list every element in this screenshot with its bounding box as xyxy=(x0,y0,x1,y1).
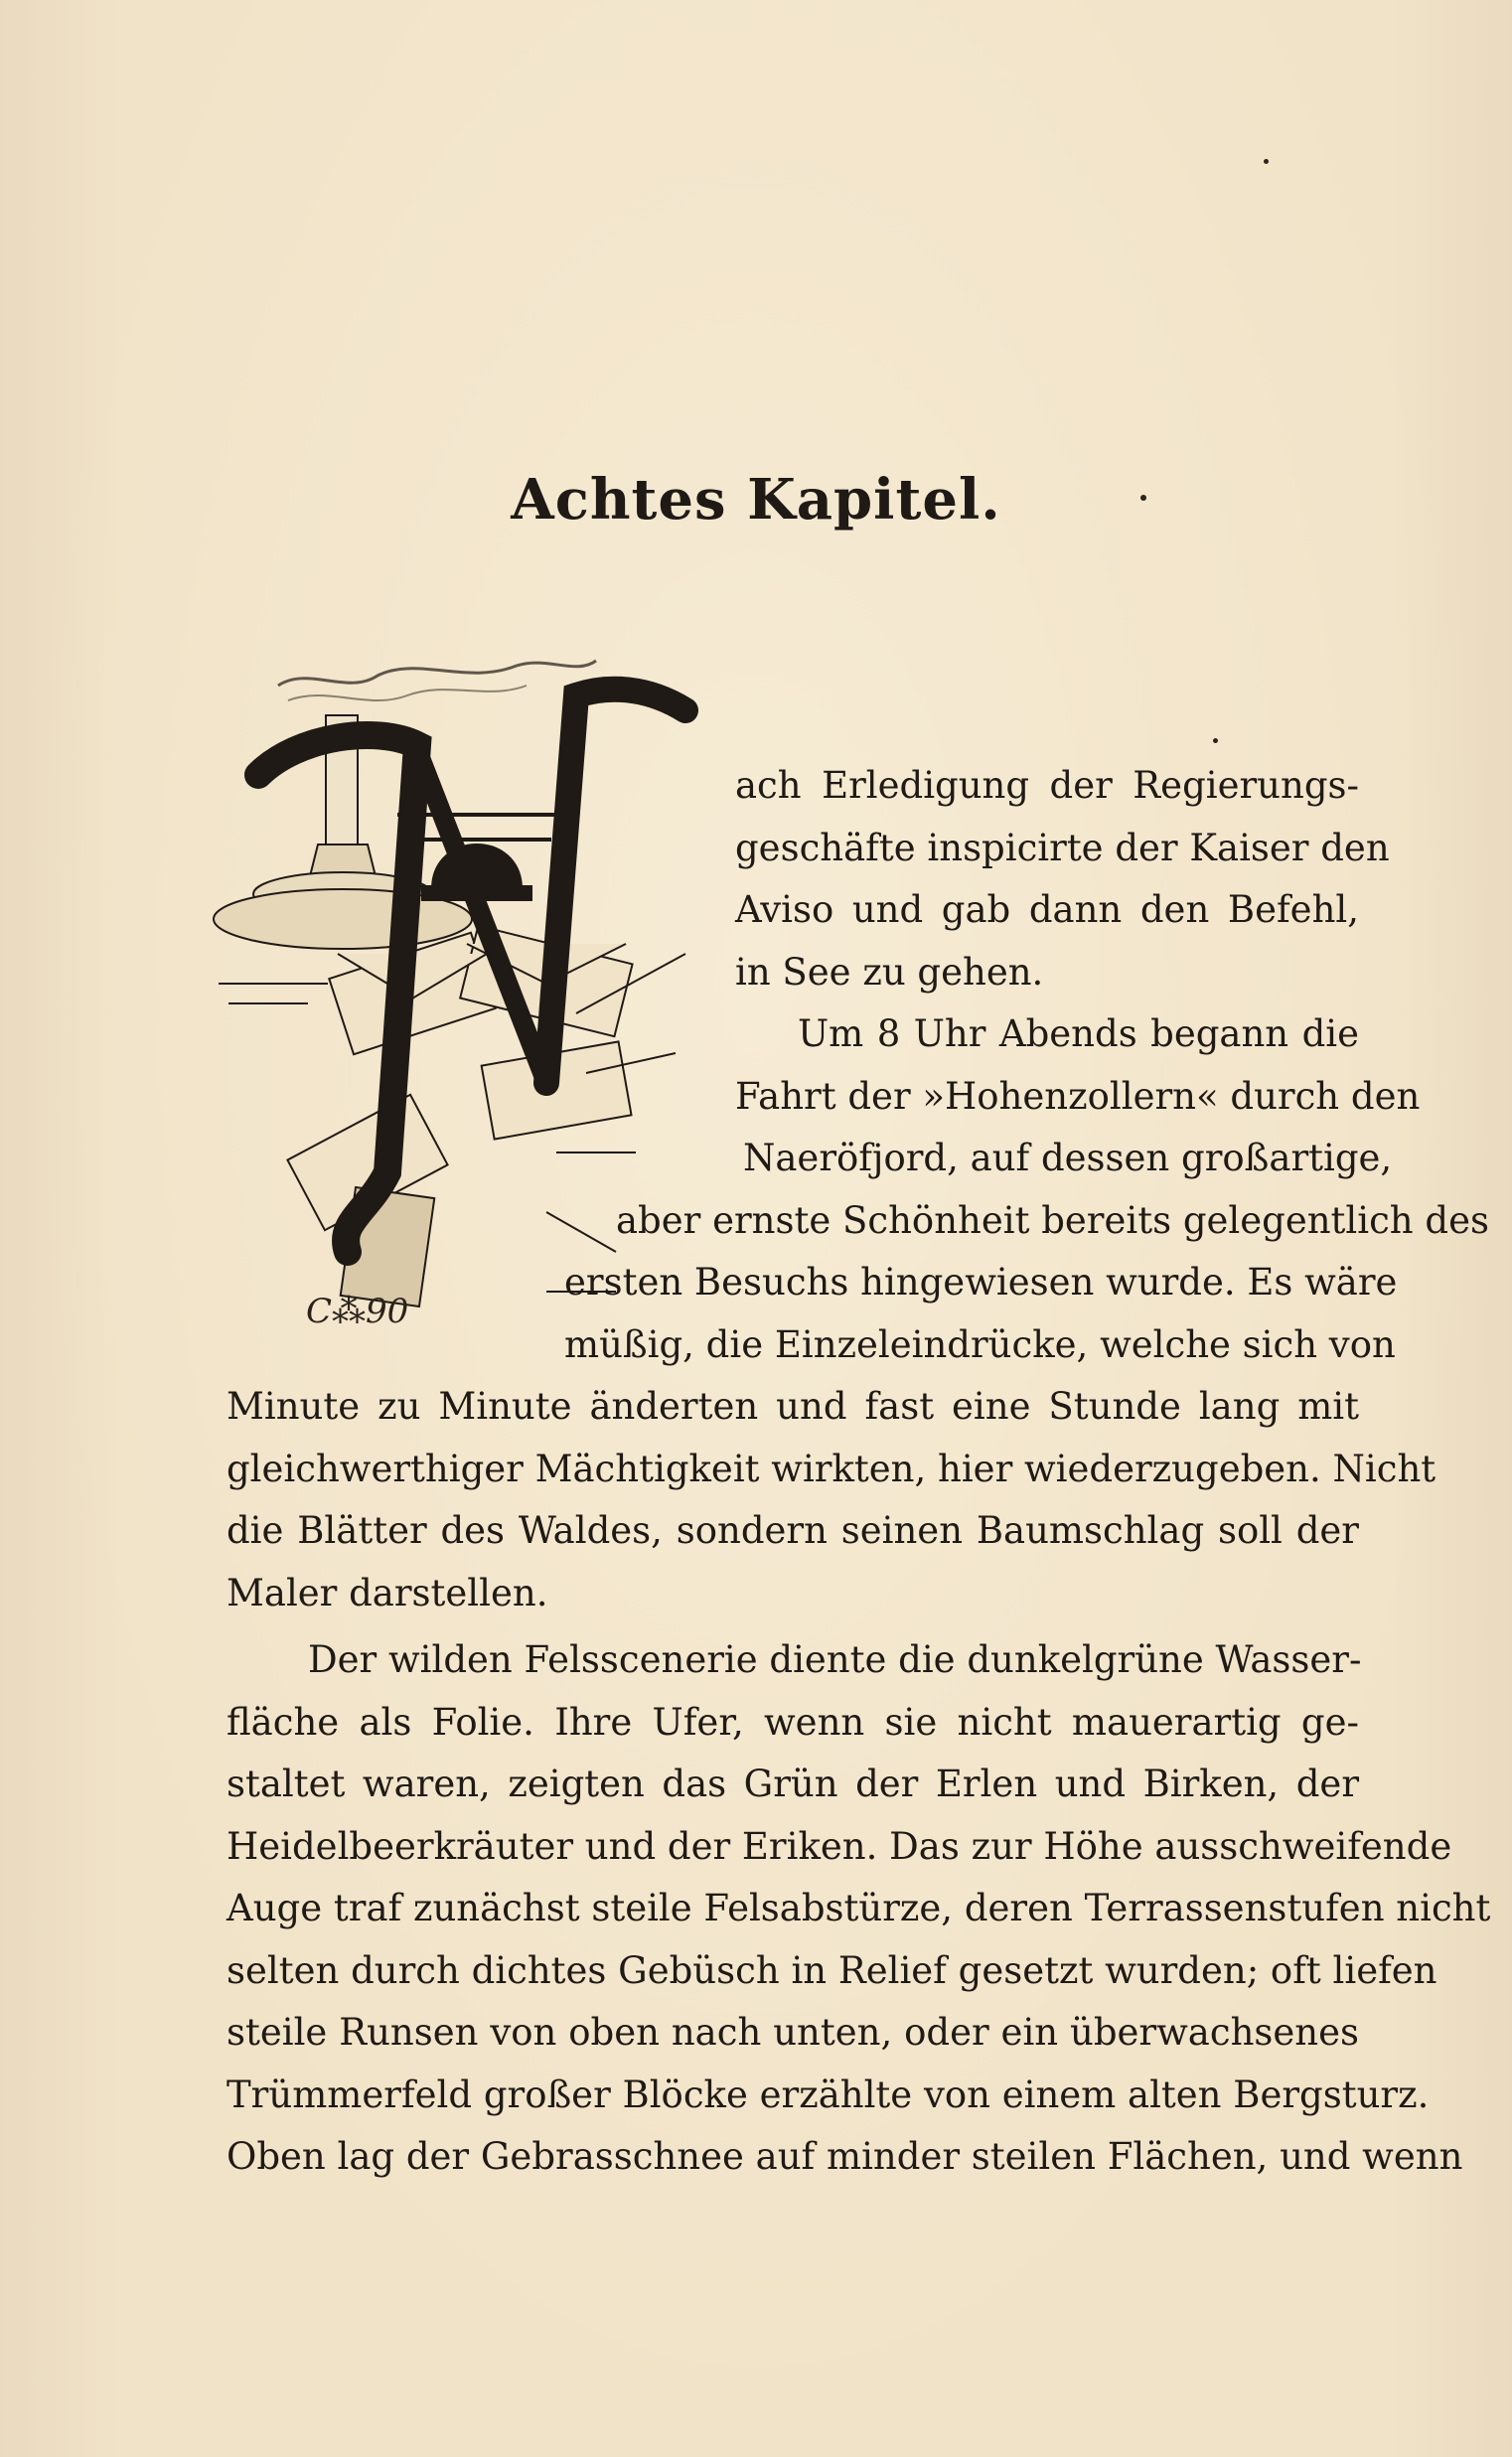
illustrator-monogram: C⁂90 xyxy=(306,1292,409,1331)
text-line: Oben lag der Gebrasschnee auf minder steilen Flächen, und wenn xyxy=(227,2135,1463,2178)
text-line: gleichwerthiger Mächtigkeit wirkten, hier wiederzugeben. Nicht xyxy=(227,1447,1436,1490)
ink-speck xyxy=(1213,738,1218,743)
text-line: Um 8 Uhr Abends begann die xyxy=(798,1012,1359,1055)
text-line: aber ernste Schönheit bereits gelegentlich des xyxy=(616,1198,1489,1242)
text-line: Heidelbeerkräuter und der Eriken. Das zur Höhe ausschweifende xyxy=(227,1824,1452,1868)
text-line: Aviso und gab dann den Befehl, xyxy=(735,888,1359,931)
text-line: in See zu gehen. xyxy=(735,950,1044,994)
text-line: Minute zu Minute änderten und fast eine Stunde lang mit xyxy=(227,1385,1359,1428)
text-line: Auge traf zunächst steile Felsabstürze, deren Terrassenstufen nicht xyxy=(227,1887,1491,1929)
text-line: Maler darstellen. xyxy=(227,1571,548,1614)
text-line: die Blätter des Waldes, sondern seinen Baumschlag soll der xyxy=(227,1509,1359,1552)
text-line: staltet waren, zeigten das Grün der Erlen und Birken, der xyxy=(227,1763,1359,1805)
text-line: Fahrt der »Hohenzollern« durch den xyxy=(735,1074,1421,1118)
paragraph-3 xyxy=(227,1629,1491,2189)
text-line: müßig, die Einzeleindrücke, welche sich von xyxy=(564,1322,1396,1366)
chapter-title: Achtes Kapitel. xyxy=(511,467,1001,533)
text-line: Naeröfjord, auf dessen großartige, xyxy=(743,1137,1393,1179)
text-line: steile Runsen von oben nach unten, oder ein überwachsenes xyxy=(227,2011,1359,2054)
text-line: Der wilden Felsscenerie diente die dunkelgrüne Wasser- xyxy=(308,1638,1362,1681)
text-line: ersten Besuchs hingewiesen wurde. Es wäre xyxy=(564,1261,1398,1304)
paragraph-1 xyxy=(735,755,1390,1003)
ink-speck xyxy=(1140,495,1146,501)
text-line: geschäfte inspicirte der Kaiser den xyxy=(735,826,1390,869)
text-line: ach Erledigung der Regierungs- xyxy=(735,764,1359,807)
ink-speck xyxy=(1264,159,1269,164)
text-line: Trümmerfeld großer Blöcke erzählte von einem alten Bergsturz. xyxy=(227,2073,1430,2116)
text-line: fläche als Folie. Ihre Ufer, wenn sie nicht mauerartig ge- xyxy=(227,1700,1359,1744)
text-line: selten durch dichtes Gebüsch in Relief gesetzt wurden; oft liefen xyxy=(227,1948,1437,1992)
paragraph-2 xyxy=(227,1003,1489,1624)
